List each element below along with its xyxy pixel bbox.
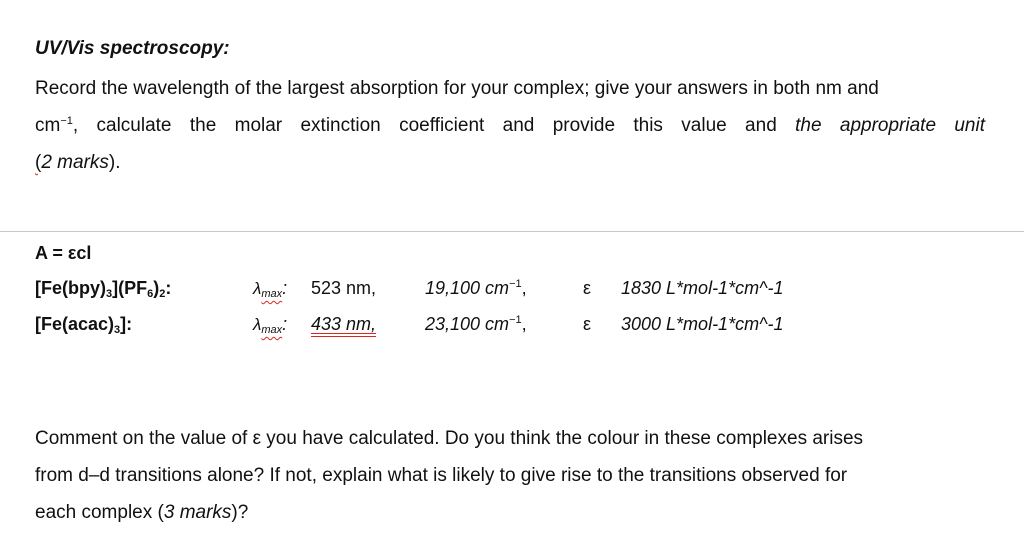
- comment-line-3: each complex (3 marks)?: [35, 502, 249, 523]
- lambda-max-label: λmax:: [253, 314, 288, 336]
- comment-line-2: from d–d transitions alone? If not, explain what is likely to give rise to the transitions observed for: [35, 465, 848, 486]
- wavelength-value: 433 nm,: [311, 314, 377, 334]
- wavenumber-value: 23,100 $cm^{-1}$,: [425, 314, 527, 334]
- comment-paragraph: [35, 420, 985, 531]
- beer-lambert-formula: A = εcl: [35, 243, 92, 263]
- wavelength-value: 523 nm,: [311, 278, 377, 298]
- section-divider: [0, 231, 1024, 232]
- comment-line-1: Comment on the value of ε you have calculated. Do you think the colour in these complexes arises: [35, 428, 864, 449]
- section-heading: UV/Vis spectroscopy:: [35, 38, 230, 59]
- epsilon-symbol: ε: [583, 314, 592, 334]
- complex-name: $[Fe(bpy)_3](PF_6)_2$:: [35, 278, 172, 300]
- epsilon-value: 1830 L*mol-1*cm^-1: [621, 278, 784, 298]
- complex-name: $[Fe(acac)_3]$:: [35, 314, 133, 336]
- instructions-line-3: (2 marks).: [35, 152, 121, 173]
- epsilon-value: 3000 L*mol-1*cm^-1: [621, 314, 784, 334]
- lambda-max-label: λmax:: [253, 278, 288, 300]
- instructions-line-2: $cm^{-1}$, calculate the molar extinction coefficient and provide this value and the appropriate unit: [35, 115, 985, 136]
- instructions-line-1: Record the wavelength of the largest absorption for your complex; give your answers in both nm and: [35, 78, 879, 99]
- epsilon-symbol: ε: [583, 278, 592, 298]
- instructions-paragraph: [35, 70, 985, 181]
- wavenumber-value: 19,100 $cm^{-1}$,: [425, 278, 527, 298]
